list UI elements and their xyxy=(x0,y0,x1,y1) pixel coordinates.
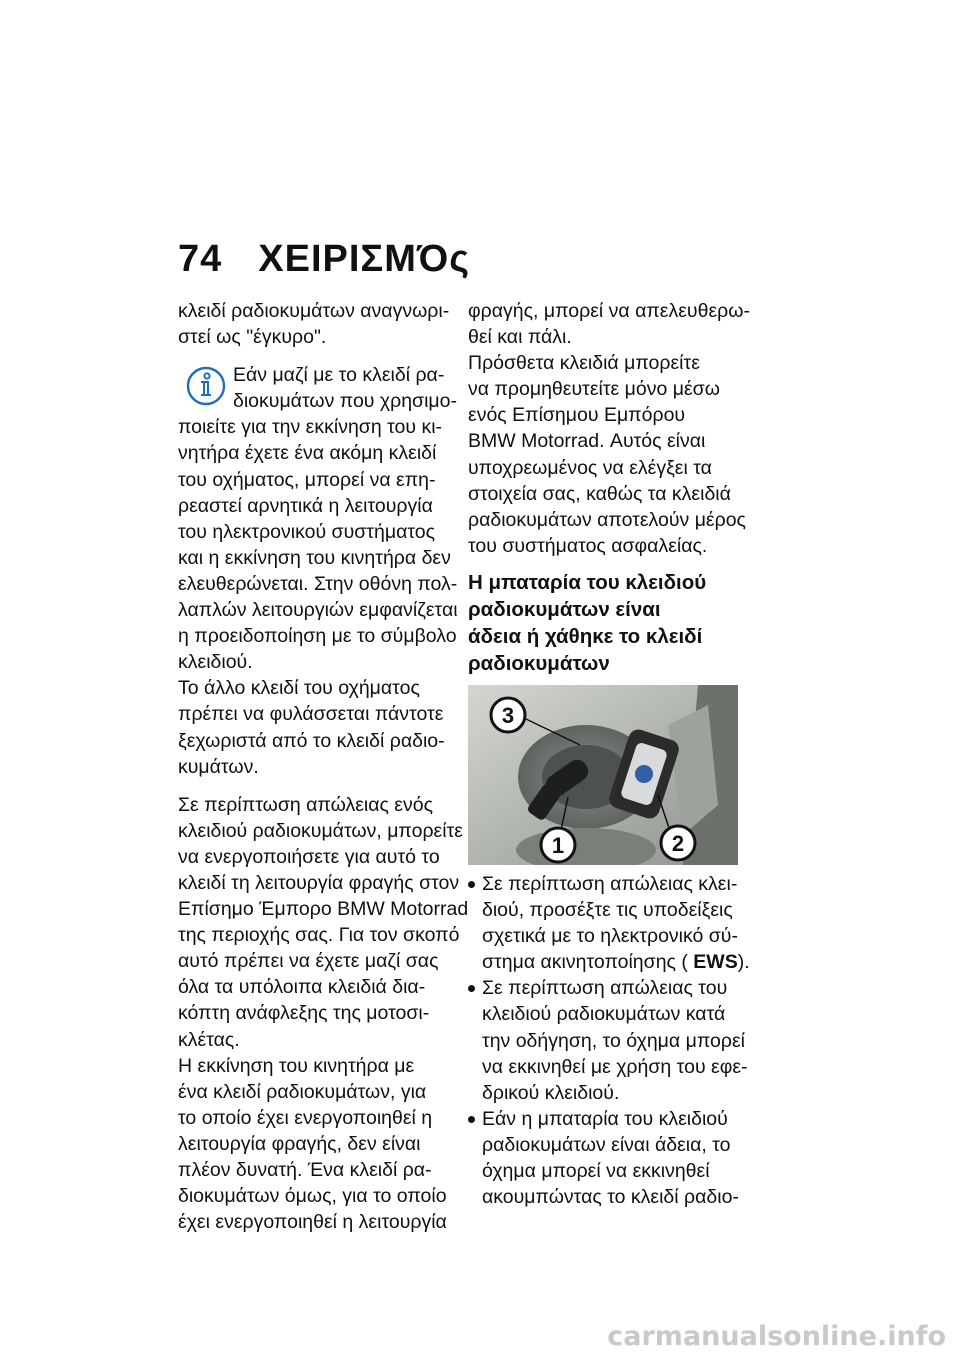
text-line: η προειδοποίηση με το σύμβολο xyxy=(178,625,457,648)
text-fragment: ). xyxy=(737,951,750,974)
callout-2 xyxy=(661,826,695,860)
text-line: δρικού κλειδιού. xyxy=(482,1081,620,1104)
text-line: Η εκκίνηση του κινητήρα με xyxy=(178,1054,415,1077)
text-line: ελευθερώνεται. Στην οθόνη πολ- xyxy=(178,572,458,595)
text-fragment: στημα ακινητοποίησης ( xyxy=(482,951,688,974)
text-line: διοκυμάτων όμως, για το οποίο xyxy=(178,1185,447,1208)
text-line: Σε περίπτωση απώλειας κλει- xyxy=(482,872,738,895)
text-line: διού, προσέξτε τις υποδείξεις xyxy=(482,899,733,922)
text-line: του οχήματος, μπορεί να επη- xyxy=(178,468,436,491)
heading-line: ραδιοκυμάτων είναι xyxy=(468,597,661,621)
callout-1 xyxy=(541,828,575,862)
text-line: υποχρεωμένος να ελέγξει τα xyxy=(468,456,712,479)
text-line: στεί ως "έγκυρο". xyxy=(178,326,327,349)
text-line: κόπτη ανάφλεξης της μοτοσι- xyxy=(178,1002,430,1025)
watermark: carmanualsonline.info xyxy=(607,1321,946,1352)
text-line: Εάν μαζί με το κλειδί ρα- xyxy=(233,364,445,387)
text-line: Πρόσθετα κλειδιά μπορείτε xyxy=(468,352,700,375)
info-icon xyxy=(186,366,226,406)
text-line: κλειδιού. xyxy=(178,651,253,674)
right-column xyxy=(468,298,748,1210)
list-item xyxy=(468,1106,748,1210)
text-line: κλέτας. xyxy=(178,1028,240,1051)
text-line: αυτό πρέπει να έχετε μαζί σας xyxy=(178,950,439,973)
text-line: Το άλλο κλειδί του οχήματος xyxy=(178,677,420,700)
right-para-1 xyxy=(468,298,748,559)
callout-label: 2 xyxy=(671,830,685,856)
text-line: Εάν η μπαταρία του κλειδιού xyxy=(482,1107,728,1130)
text-line: κλειδί ραδιοκυμάτων αναγνωρι- xyxy=(178,300,450,322)
text-line: πρέπει να φυλάσσεται πάντοτε xyxy=(178,703,444,726)
heading-line: ραδιοκυμάτων xyxy=(468,651,610,675)
text-line: και η εκκίνηση του κινητήρα δεν xyxy=(178,546,451,569)
text-line: φραγής, μπορεί να απελευθερω- xyxy=(468,300,750,322)
text-line: όχημα μπορεί να εκκινηθεί xyxy=(482,1159,710,1182)
text-line: να εκκινηθεί με χρήση του εφε- xyxy=(482,1055,748,1078)
text-line: διοκυμάτων που χρησιμο- xyxy=(233,390,457,413)
left-para-1 xyxy=(178,298,450,350)
text-line: την οδήγηση, το όχημα μπορεί xyxy=(482,1029,745,1052)
text-line: Σε περίπτωση απώλειας ενός xyxy=(178,793,433,816)
list-item xyxy=(468,871,748,975)
text-line: στοιχεία σας, καθώς τα κλειδιά xyxy=(468,482,731,505)
info-note xyxy=(178,362,458,780)
text-line: κλειδιού ραδιοκυμάτων κατά xyxy=(482,1003,726,1026)
page-title: ΧΕΙΡΙΣΜΌς xyxy=(258,238,470,280)
text-line: της περιοχής σας. Για τον σκοπό xyxy=(178,924,460,947)
left-column xyxy=(178,298,469,1235)
heading-line: άδεια ή χάθηκε το κλειδί xyxy=(468,624,703,648)
text-line: ρεαστεί αρνητικά η λειτουργία xyxy=(178,494,433,517)
text-line: το οποίο έχει ενεργοποιηθεί η xyxy=(178,1106,433,1129)
callout-label: 1 xyxy=(551,832,565,858)
text-line: να ενεργοποιήσετε για αυτό το xyxy=(178,845,440,868)
callout-3 xyxy=(491,698,525,732)
text-line: ένα κλειδί ραδιοκυμάτων, για xyxy=(178,1080,427,1103)
text-line: σχετικά με το ηλεκτρονικό σύ- xyxy=(482,925,738,948)
text-line: να προμηθευτείτε μόνο μέσω xyxy=(468,378,720,401)
text-line: λαπλών λειτουργιών εμφανίζεται xyxy=(178,599,458,622)
text-line: πλέον δυνατή. Ένα κλειδί ρα- xyxy=(178,1159,432,1181)
page-number: 74 xyxy=(178,238,223,280)
left-para-2 xyxy=(178,792,469,1236)
text-line: του ηλεκτρονικού συστήματος xyxy=(178,520,436,543)
text-line: Επίσημο Έμπορο BMW Motorrad xyxy=(178,898,469,921)
text-line: ποιείτε για την εκκίνηση του κι- xyxy=(178,416,443,439)
text-line: λειτουργία φραγής, δεν είναι xyxy=(178,1132,421,1155)
text-line: ενός Επίσημου Εμπόρου xyxy=(468,404,686,427)
text-line: κλειδί τη λειτουργία φραγής στον xyxy=(178,871,460,894)
text-line: ραδιοκυμάτων είναι άδεια, το xyxy=(482,1133,731,1156)
text-line: κυμάτων. xyxy=(178,755,259,778)
heading-line: Η μπαταρία του κλειδιού xyxy=(468,570,707,594)
text-line: Σε περίπτωση απώλειας του xyxy=(482,977,728,1000)
callout-label: 3 xyxy=(501,702,515,728)
bullet-list xyxy=(468,871,748,1210)
text-line: όλα τα υπόλοιπα κλειδιά δια- xyxy=(178,976,426,999)
text-line: BMW Motorrad. Αυτός είναι xyxy=(468,430,706,453)
page-header xyxy=(178,238,470,281)
text-line: ξεχωριστά από το κλειδί ραδιο- xyxy=(178,729,445,752)
ignition-key-figure xyxy=(468,685,738,865)
text-line: έχει ενεργοποιηθεί η λειτουργία xyxy=(178,1211,447,1234)
text-line xyxy=(482,949,748,975)
text-line: νητήρα έχετε ένα ακόμη κλειδί xyxy=(178,442,437,465)
text-line: ακουμπώντας το κλειδί ραδιο- xyxy=(482,1186,739,1209)
text-line: ραδιοκυμάτων αποτελούν μέρος xyxy=(468,508,746,531)
text-line: κλειδιού ραδιοκυμάτων, μπορείτε xyxy=(178,819,463,842)
text-line: θεί και πάλι. xyxy=(468,326,572,349)
list-item xyxy=(468,975,748,1105)
section-heading xyxy=(468,569,748,677)
text-line: του συστήματος ασφαλείας. xyxy=(468,534,708,557)
ews-reference: EWS xyxy=(693,951,738,974)
